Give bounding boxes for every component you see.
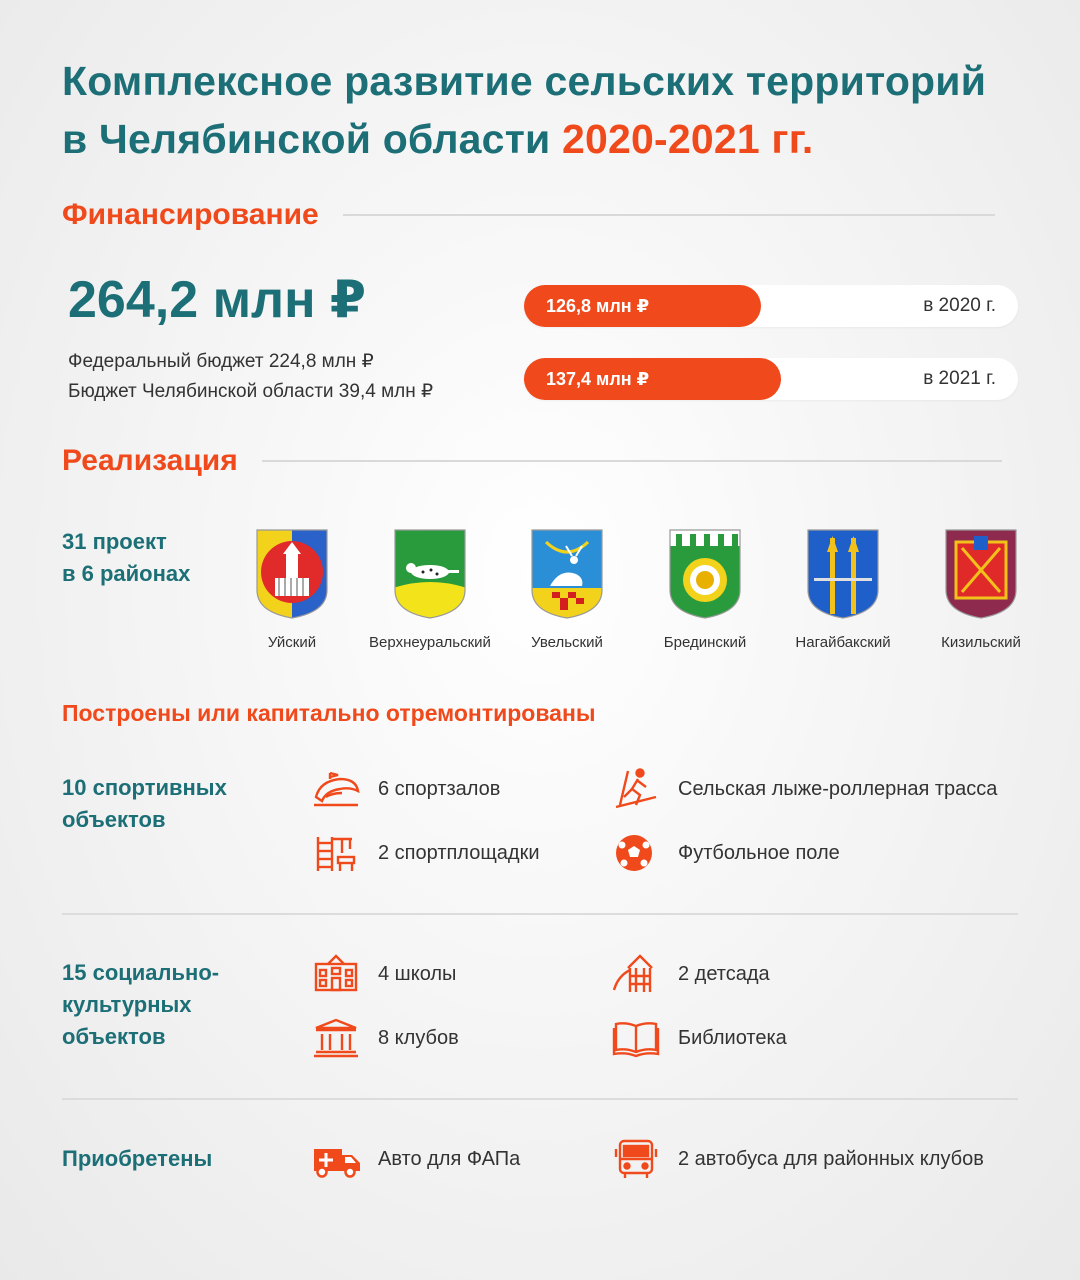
- page-title: [62, 52, 1052, 168]
- acquired-item-buses: [610, 1137, 984, 1181]
- financing-section-heading: [62, 198, 995, 232]
- social-item-text: 2 детсада: [678, 962, 770, 985]
- district-name: Кизильский: [941, 634, 1021, 651]
- sport-item-playgrounds: [310, 831, 540, 875]
- district-kizilsky: [911, 528, 1051, 651]
- financing-bar-year-2020: в 2020 г.: [923, 295, 996, 316]
- financing-bar-fill-2021: 137,4 млн ₽: [524, 358, 781, 400]
- stadium-icon: [310, 767, 362, 811]
- district-uvelsky: [497, 528, 637, 651]
- sport-item-text: 6 спортзалов: [378, 777, 501, 800]
- social-objects-label: [62, 957, 219, 1053]
- social-item-text: 8 клубов: [378, 1026, 459, 1049]
- district-name: Увельский: [531, 634, 603, 651]
- uvelsky-coat-of-arms-icon: [530, 528, 604, 620]
- sport-label-line-1: 10 спортивных: [62, 775, 227, 800]
- playground-icon: [610, 952, 662, 996]
- divider-1: [62, 913, 1018, 915]
- sport-label-line-2: объектов: [62, 807, 166, 832]
- projects-line-2: в 6 районах: [62, 561, 191, 586]
- social-item-text: 4 школы: [378, 962, 457, 985]
- social-item-text: Библиотека: [678, 1026, 787, 1049]
- district-name: Нагайбакский: [795, 634, 891, 651]
- district-uysky: [222, 528, 362, 651]
- district-nagaybaksky: [773, 528, 913, 651]
- verkhneuralsky-coat-of-arms-icon: [393, 528, 467, 620]
- uysky-coat-of-arms-icon: [255, 528, 329, 620]
- ambulance-icon: [310, 1137, 362, 1181]
- sport-item-ski-track: [610, 767, 997, 811]
- social-item-schools: [310, 952, 456, 996]
- federal-budget: Федеральный бюджет 224,8 млн ₽: [68, 351, 374, 372]
- regional-budget: Бюджет Челябинской области 39,4 млн ₽: [68, 381, 434, 402]
- district-verkhneuralsky: [360, 528, 500, 651]
- district-name: Уйский: [267, 634, 317, 651]
- wall-bars-icon: [310, 831, 362, 875]
- sport-item-text: Сельская лыже-роллерная трасса: [678, 777, 998, 800]
- implementation-section-heading: [62, 444, 1002, 478]
- built-heading: Построены или капитально отремонтированы: [62, 700, 596, 726]
- financing-heading: Финансирование: [62, 198, 319, 231]
- financing-bar-2020: [524, 285, 1018, 327]
- book-icon: [610, 1016, 662, 1060]
- implementation-heading: Реализация: [62, 444, 238, 477]
- bus-icon: [610, 1137, 662, 1181]
- skier-icon: [610, 767, 662, 811]
- district-name: Брединский: [663, 634, 747, 651]
- financing-heading-line: [343, 214, 995, 216]
- social-label-line-2: культурных: [62, 992, 192, 1017]
- projects-line-1: 31 проект: [62, 529, 167, 554]
- nagaybaksky-coat-of-arms-icon: [806, 528, 880, 620]
- acquired-item-text: Авто для ФАПа: [378, 1147, 521, 1170]
- social-item-clubs: [310, 1016, 459, 1060]
- financing-bar-year-2021: в 2021 г.: [923, 368, 996, 389]
- district-name: Верхнеуральский: [369, 634, 491, 651]
- kizilsky-coat-of-arms-icon: [944, 528, 1018, 620]
- financing-bar-fill-2020: 126,8 млн ₽: [524, 285, 761, 327]
- sport-item-gyms: [310, 767, 500, 811]
- budget-breakdown: [68, 347, 433, 407]
- financing-total: 264,2 млн ₽: [68, 271, 367, 329]
- bredinsky-coat-of-arms-icon: [668, 528, 742, 620]
- acquired-label: Приобретены: [62, 1146, 213, 1171]
- social-item-library: [610, 1016, 787, 1060]
- sport-item-text: 2 спортплощадки: [378, 841, 540, 864]
- projects-count: [62, 526, 190, 590]
- financing-bar-2021: [524, 358, 1018, 400]
- acquired-item-text: 2 автобуса для районных клубов: [678, 1147, 984, 1170]
- title-line-2-prefix: в Челябинской области: [62, 116, 562, 162]
- social-label-line-1: 15 социально-: [62, 960, 220, 985]
- sport-item-text: Футбольное поле: [678, 841, 840, 864]
- club-building-icon: [310, 1016, 362, 1060]
- implementation-heading-line: [262, 460, 1002, 462]
- sport-objects-label: [62, 772, 227, 836]
- social-item-kindergartens: [610, 952, 770, 996]
- title-years: 2020-2021 гг.: [561, 116, 814, 162]
- football-icon: [610, 831, 662, 875]
- title-line-2: [62, 110, 1052, 168]
- school-icon: [310, 952, 362, 996]
- divider-2: [62, 1098, 1018, 1100]
- sport-item-football-field: [610, 831, 840, 875]
- district-bredinsky: [635, 528, 775, 651]
- acquired-item-ambulance: [310, 1137, 520, 1181]
- title-line-1: Комплексное развитие сельских территорий: [62, 58, 987, 104]
- social-label-line-3: объектов: [62, 1024, 166, 1049]
